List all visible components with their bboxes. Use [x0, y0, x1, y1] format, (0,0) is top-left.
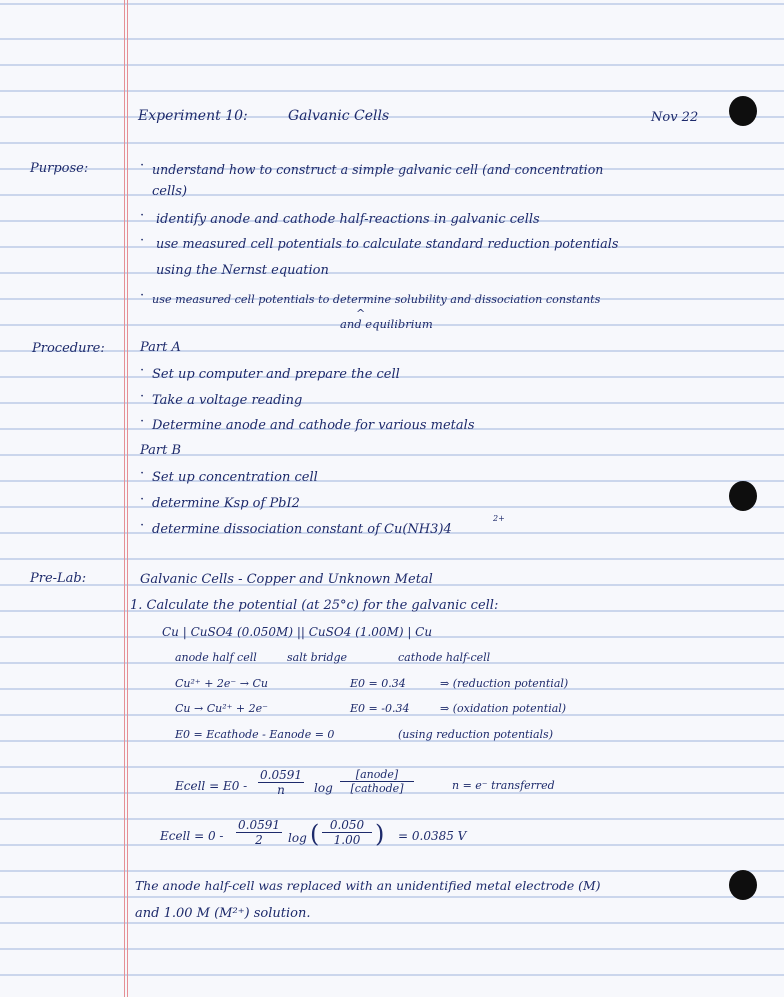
final-line: The anode half-cell was replaced with an unidentified metal electrode (M): [135, 878, 601, 893]
bullet: ·: [140, 414, 145, 429]
reaction-1-potential: E0 = 0.34: [350, 677, 406, 690]
binder-hole-middle: [729, 481, 757, 511]
procedure-item: Set up concentration cell: [152, 470, 318, 485]
prelab-label: Pre-Lab:: [30, 571, 87, 586]
calc-lhs: Ecell = 0 -: [160, 829, 224, 843]
calc-denominator: 2: [255, 833, 263, 847]
procedure-item: Take a voltage reading: [152, 393, 303, 408]
bullet: ·: [140, 158, 145, 173]
bullet: ·: [140, 492, 145, 507]
cell-label-cathode: cathode half-cell: [398, 651, 491, 664]
open-paren: (: [310, 820, 320, 848]
purpose-line: cells): [152, 184, 188, 199]
purpose-line: use measured cell potentials to calculate standard reduction potentials: [156, 237, 619, 252]
calc-log-fraction: [322, 818, 372, 847]
nernst-lhs: Ecell = E0 -: [175, 779, 248, 793]
cell-notation: Cu | CuSO4 (0.050M) || CuSO4 (1.00M) | Cu: [162, 625, 433, 639]
bullet: ·: [140, 288, 145, 303]
bullet: ·: [140, 233, 145, 248]
purpose-label: Purpose:: [30, 161, 89, 176]
cell-label-bridge: salt bridge: [287, 651, 348, 664]
margin-line: [124, 0, 125, 997]
calc-numerator: 0.0591: [238, 818, 280, 832]
procedure-label: Procedure:: [32, 341, 105, 356]
nernst-log-fraction: [340, 768, 414, 795]
purpose-line: understand how to construct a simple galvanic cell (and concentration: [152, 162, 604, 177]
bullet: ·: [140, 208, 145, 223]
insert-caret: ^: [356, 307, 366, 320]
nernst-log-denominator: [cathode]: [350, 782, 404, 795]
purpose-line: use measured cell potentials to determine solubility and dissociation constants: [152, 293, 601, 306]
purpose-line: using the Nernst equation: [156, 263, 329, 278]
nernst-denominator: n: [277, 783, 285, 797]
standard-potential: E0 = Ecathode - Eanode = 0: [175, 728, 335, 741]
calc-log-denominator: 1.00: [333, 833, 361, 847]
nernst-numerator: 0.0591: [260, 768, 302, 782]
procedure-item: determine dissociation constant of Cu(NH3)4: [152, 522, 452, 537]
date: Nov 22: [651, 110, 699, 125]
bullet: ·: [140, 363, 145, 378]
close-paren: ): [375, 820, 385, 848]
nernst-fraction: [258, 768, 304, 797]
nernst-note: n = e⁻ transferred: [452, 779, 555, 792]
procedure-item: determine Ksp of PbI2: [152, 496, 300, 511]
calc-fraction: [236, 818, 282, 847]
superscript: 2+: [493, 514, 505, 523]
part-b-heading: Part B: [140, 443, 182, 458]
reaction-1-note: ⇒ (reduction potential): [440, 677, 569, 690]
margin-line-2: [127, 0, 128, 997]
purpose-line: and equilibrium: [340, 317, 433, 331]
calc-log: log: [288, 831, 307, 845]
procedure-item: Set up computer and prepare the cell: [152, 367, 400, 382]
part-a-heading: Part A: [140, 340, 181, 355]
binder-hole-bottom: [729, 870, 757, 900]
nernst-log: log: [314, 781, 333, 795]
question-1: 1. Calculate the potential (at 25°c) for the galvanic cell:: [130, 598, 499, 613]
procedure-item: Determine anode and cathode for various metals: [152, 418, 475, 433]
cell-label-anode: anode half cell: [175, 651, 257, 664]
bullet: ·: [140, 518, 145, 533]
calc-log-numerator: 0.050: [322, 818, 372, 833]
experiment-title: Experiment 10:: [138, 108, 248, 124]
experiment-subtitle: Galvanic Cells: [288, 108, 390, 124]
reaction-2-note: ⇒ (oxidation potential): [440, 702, 567, 715]
calc-result: = 0.0385 V: [398, 829, 467, 843]
purpose-line: identify anode and cathode half-reactions in galvanic cells: [156, 212, 540, 227]
nernst-log-numerator: [anode]: [340, 768, 414, 782]
reaction-2-potential: E0 = -0.34: [350, 702, 410, 715]
standard-potential-note: (using reduction potentials): [398, 728, 553, 741]
prelab-heading: Galvanic Cells - Copper and Unknown Metal: [140, 572, 433, 587]
bullet: ·: [140, 389, 145, 404]
binder-hole-top: [729, 96, 757, 126]
reaction-2: Cu → Cu²⁺ + 2e⁻: [175, 702, 268, 715]
reaction-1: Cu²⁺ + 2e⁻ → Cu: [175, 677, 268, 690]
final-line: and 1.00 M (M²⁺) solution.: [135, 906, 311, 921]
bullet: ·: [140, 466, 145, 481]
